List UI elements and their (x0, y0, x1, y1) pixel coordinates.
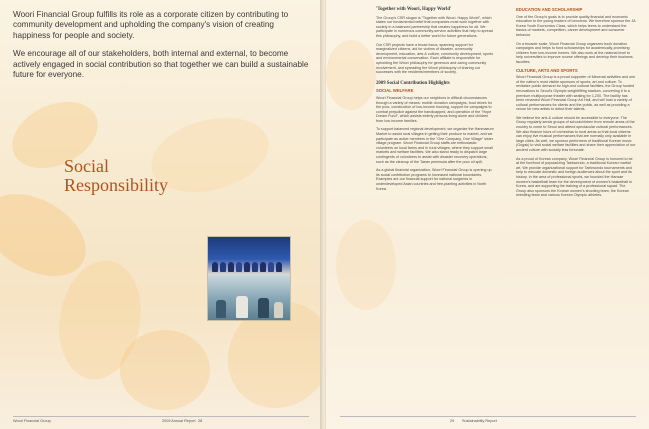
body-paragraph: Woori Financial Group is a proud supporter of Mecenat activities and one of the nation's most visible sponsors of sports, art and culture. To revitalize public demand for high-end cultural facilities, the Group funded renovations to Seoul's Olympic weightlifting stadium, converting it to a premium multipurpose theater with seating for 1,200. The facility has been renamed Woori Financial Group Art Hall, and will host a variety of cultural performances for clients and the public, as well as providing a venue for new artists to debut their talents. (516, 75, 636, 112)
welfare-heading: SOCIAL WELFARE (376, 88, 414, 94)
intro-text (13, 10, 309, 88)
slogan-heading: 'Together with Woori, Happy World' (376, 7, 452, 12)
page-number: 28 (198, 419, 203, 423)
body-paragraph: As a proud of Korean company, Woori Financial Group is honored to be at the forefront of popularizing Taekwondo, a traditional Korean martial art. We provide organizational support for Taekwondo tournaments and help to educate domestic and foreign audiences about the sport and its history. In the area of professional sports, we founded the Hansae women's basketball team for the development of women's basketball in Korea, and are supporting the training of a professional squad. The Group also sponsors the Korean women's shooting team, the Korean wrestling team and various Korean Olympic athletes. (516, 156, 633, 198)
body-paragraph: As a global financial organization, Woori Financial Group is opening up its social contribution programs to increased national boundaries. Examples are our financial support for national surgeries in underdeveloped Asian countries and free-planting activities in North Korea. (376, 168, 492, 191)
decorative-petal (336, 220, 396, 310)
body-paragraph: The Group's CSR slogan is "Together with Woori, Happy World", which states our fundamental belief that companies must work together with society in a balanced partnership that creates happiness for all. We participate in numerous community-service activities that help to spread this philosophy, and build a better world for future generations. (376, 15, 493, 38)
intro-paragraph: We encourage all of our stakeholders, both internal and external, to become actively engaged in social contribution so that together we can build a sustainable future for everyone. (13, 49, 309, 80)
footer-company: Woori Financial Group (13, 419, 51, 423)
body-paragraph: To support balanced regional development, we organize the Hanmaeum Market to assist rural villages in getting their produce to market, and we participate as active members in the "One Company, One Village" sister village program. Woori Financial Group staffs are enthusiastic volunteers on local farms and in rural villages, where they support small markets and welfare facilities. We also stand ready to dispatch large contingents of volunteers to assist with disaster recovery operations, such as the cleanup of the Taean peninsula after the poor oil spill. (376, 127, 494, 164)
footer-section-title: Sustainability Report (462, 419, 497, 423)
section-title-line: Responsibility (64, 175, 169, 195)
highlights-heading: 2009 Social Contribution Highlights (376, 80, 450, 86)
text-column-2 (516, 8, 636, 202)
culture-heading: CULTURE, ARTS AND SPORTS (516, 67, 578, 73)
footer-report-title: 2009 Annual Report (162, 419, 196, 423)
footer-rule (13, 416, 309, 417)
body-paragraph: On a broader scale, Woori Financial Group organizes book donation campaigns and helps to fund scholarships for academically-promising children from low-income homes. We also work at the national level to help universities to improve course offerings and develop their business faculties. (516, 41, 633, 64)
section-title-line: Social (64, 156, 109, 176)
decorative-petal (120, 330, 210, 410)
decorative-petal (326, 40, 376, 110)
body-paragraph: Our CSR projects have a broad focus, spanning support for marginalized citizens, aid for victims of disaster, community development, education, arts & culture, community development, sports and environmental conservation. Each affiliate is responsible for upholding the Woori philosophy for generous and caring community involvement, and spreading the Woori philosophy of sharing our successes with the residents/members of society. (376, 42, 494, 75)
body-paragraph: Woori Financial Group helps our neighbors in difficult circumstances through a variety of means: mobile donation campaigns, food drives for the poor, construction of low-income housing, support for campaigns to combat prejudice against the handicapped, and operation of the "Hope Dream Fund", which assists elderly persons living alone and children from low-income families. (376, 95, 493, 123)
left-page (0, 0, 323, 429)
footer-rule (340, 416, 636, 417)
text-column-1 (376, 8, 494, 195)
body-paragraph: One of the Group's goals is to provide quality financial and economic education to the young leaders of tomorrow. We therefore sponsor the JA Korea Youth Economics Class, which helps teens to understand the basics of markets, competition, career development and consumer behavior. (516, 14, 636, 37)
photo-volunteers-outdoor (208, 274, 290, 320)
volunteers-photo (207, 236, 291, 321)
page-number: 29 (450, 419, 455, 423)
section-title (64, 157, 168, 195)
photo-group-blue-uniforms (208, 237, 290, 274)
education-heading: EDUCATION AND SCHOLARSHIP (516, 7, 583, 12)
intro-paragraph: Woori Financial Group fulfills its role as a corporate citizen by contributing to community development and upholding the company's vision of creating happiness for people and society. (13, 10, 289, 40)
right-page (326, 0, 649, 429)
body-paragraph: We believe the arts & culture should be accessible to everyone. The Group regularly sends groups of schoolchildren from remote areas of the country to come to Seoul and attend spectacular cultural performances. We also finance tours of orchestras to rural areas so that local citizens can enjoy live musical performances that are normally only available in large cities. As well, we sponsor performers of traditional Korean music (Gugak) to visit social welfare facilities and share their appreciation of our ancient culture with socially less fortunate. (516, 115, 636, 153)
